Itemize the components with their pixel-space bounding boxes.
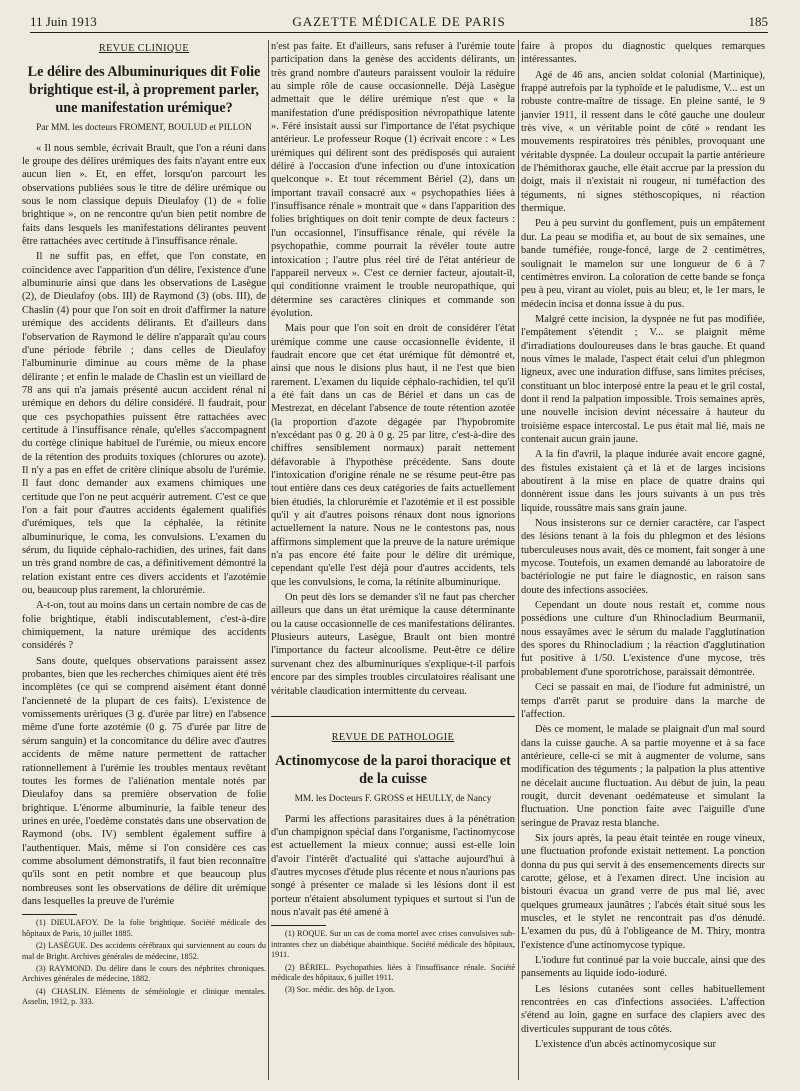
paragraph: L'iodure fut continué par la voie buccale, ainsi que des pansements au liquide iodo-ioduré. [521, 955, 765, 980]
footnote-rule [22, 914, 77, 915]
footnote: (4) CHASLIN. Eléments de séméiologie et clinique mentales. Asselin, 1912, p. 333. [22, 986, 266, 1007]
paragraph: Agé de 46 ans, ancien soldat colonial (Martinique), frappé autrefois par la typhoïde et le paludisme, V... est un robuste contre-maître de tissage. En pleine santé, le 9 janvier 1911, il ressent dans le côté gauche une douleur très vive, « un véritable point de côté » rendant les mouvements respiratoires très pénibles, provoquant une véritable dyspnée. La douleur occupait la partie antérieure de l'hémithorax gauche, elle était accrue par la pression du doigt, mais il n'existait ni rougeur, ni tuméfaction des téguments, ni signes stéthoscopiques, ni réaction thermique. [521, 69, 765, 215]
paragraph: Six jours après, la peau était teintée en rouge vineux, une fluctuation profonde existait nettement. La ponction donna du pus qui servit à des ensemencements directs sur carotte, gélose, et à l'examen direct. Une incision au bistouri évacua un grand verre de pus mal lié, avec quelques grumeaux jaunâtres ; l'abcès était situé sous les muscles, et le stylet ne rencontrait pas d'os dénudé. L'examen du pus, dû à l'obligeance de M. Thiry, montra l'existence d'une actinomycose typique. [521, 832, 765, 951]
column-divider [518, 40, 519, 1080]
column-3 [521, 40, 765, 1080]
paragraph: n'est pas faite. Et d'ailleurs, sans refuser à l'urémie toute participation dans la genèse des accidents délirants, un très grand nombre d'auteurs paraissent vouloir la réduire au simple rôle de cause occasionnelle. Déjà Lasègue admettait que le délire urémique n'est que « la manifestation d'une prédisposition névropathique latente ». Féré insistait aussi sur l'importance de l'état psychique antérieur. Le professeur Roque (1) écrivait encore : « Les urémiques qui délirent sont des prédisposés qui auraient déliré à l'occasion d'une infection ou d'une intoxication quelconque ». Et tout récemment Bériel (2), dans un important travail consacré aux « psychopathies liées à l'insuffisance rénale » montrait que « dans l'apparition des folies brightiques on doit tenir compte de deux facteurs : l'un occasionnel, l'insuffisance rénale, qui révèle la psychopathie, comme pourrait la révéler toute autre intoxication ; l'autre plus réel tiré de l'état antérieur de l'appareil nerveux ». C'est ce dernier facteur, ajoutait-il, qui conditionne vraiment le trouble neuropathique, qui détermine ses caractères cliniques et commande son évolution. [271, 41, 515, 319]
column-2 [271, 40, 515, 1080]
footnote: (3) RAYMOND. Du délire dans le cours des néphrites chroniques. Archives générales de médecine, 1882. [22, 963, 266, 984]
paragraph: Malgré cette incision, la dyspnée ne fut pas modifiée, l'empâtement s'étendit ; V... se plaignit même d'irradiations douloureuses dans le bras gauche. Et quand nous vîmes le malade, l'aspect était celui d'un phlegmon ligneux, avec une induration diffuse, sans limites précises, constituant un bloc interposé entre la peau et le gril costal, dont il rend la palpation impossible. Trois semaines après, une nouvelle incision devint nécessaire à hauteur du troisième espace intercostal. Le pus était mal lié, mais ne contenait aucun grain jaune. [521, 313, 765, 445]
footnote: (1) ROQUE. Sur un cas de coma mortel avec crises convulsives sub-intrantes chez un diabétique abainthique. Société médicale des hôpitaux, 1911. [271, 929, 515, 960]
paragraph: Mais pour que l'on soit en droit de considérer l'état urémique comme une cause occasionnelle évidente, il faudrait encore que cet état urémique fût démontré et, ainsi que nous le disions plus haut, il ne l'est que bien rarement. L'examen du liquide céphalo-rachidien, tel qu'il a été fait dans un cas de Bériel et dans un cas de Mestrezat, en décelant l'absence de toute rétention azotée (la proportion d'azote dégagée par l'hypobromite n'excédant pas 0 g. 20 à 0 g. 25 par litre, c'est-à-dire des chiffres sensiblement normaux) parait nettement défavorable à l'hypothèse précédente. Sans doute l'intoxication d'origine rénale ne se résume peut-être pas tout entière dans ces deux catégories de faits actuellement bien étudiés, la chlorurémie et l'azotémie et il est possible qu'il y ait d'autres poisons rénaux dont nous ignorions actuellement la nature. Nous ne le contestons pas, nous affirmons simplement que la preuve de la nature urémique n'a pas encore été faite pour le délire dit urémique, cependant qu'elle l'est déjà pour d'autres accidents, tels que les convulsions, le coma, la rétinite albuminurique. [271, 323, 515, 588]
header-rule [30, 32, 768, 33]
paragraph: faire à propos du diagnostic quelques remarques intéressantes. [521, 41, 765, 66]
paragraph: Sans doute, quelques observations paraissent assez probantes, bien que les recherches chimiques aient été très incomplètes (ce qui se comprend aisément étant donné l'ancienneté de la plupart de ces faits). L'existence de vomissements urériques (3 g. d'urée par litre) en l'absence même d'une forte azotémie (0 g. 75 d'urée par litre de sérum sanguin) et la concomitance du délire avec d'autres accidents de même nature permettent de rattacher rationnellement à l'urémie les troubles mentaux revêtant toutes les formes de l'aliénation mentale notés par Dieulafoy dans sa première observation de folie brightique. L'énorme albuminurie, la faible teneur des urines en urée, l'oedème constatés dans une observation de Raymond (obs. IV) semblent également suffire à l'authentiquer. Mais, même si l'on considère ces cas comme absolument démonstratifs, il faut bien reconnaître qu'ils sont en petit nombre et que beaucoup plus nombreuses sont les observations de délire dit urémique dans lesquelles la preuve de l'urémie [22, 655, 266, 907]
footnote: (2) LASÈGUE. Des accidents cérébraux qui surviennent au cours du mal de Bright. Archives générales de médecine, 1852. [22, 941, 266, 961]
article-title: Le délire des Albuminuriques dit Folie brightique est-il, à proprement parler, une manifestation urémique? [27, 64, 261, 117]
paragraph: « Il nous semble, écrivait Brault, que l'on a réuni dans le groupe des délires urémiques des faits n'ayant entre eux aucun lien ». Et, en effet, lorsqu'on parcourt les observations publiées sous le titre de délire urémique ou sous le nom classique depuis Dieulafoy (1) de « folie brightique », on ne rencontre qu'un bien petit nombre de faits dans lesquels les manifestations délirantes peuvent être rattachées avec certitude à l'insuffisance rénale. [22, 142, 266, 248]
page-number: 185 [748, 14, 768, 29]
section-heading: REVUE DE PATHOLOGIE [271, 716, 515, 744]
paragraph: Les lésions cutanées sont celles habituellement rencontrées en cas d'infections associées. L'affection s'étend au loin, gagne en surface des clapiers avec des diverticules suppurant de tous côtés. [521, 983, 765, 1035]
issue-date: 11 Juin 1913 [30, 14, 97, 29]
paragraph: Dès ce moment, le malade se plaignait d'un mal sourd dans la cuisse gauche. A sa partie moyenne et à sa face antérieure, celle-ci se mit à augmenter de volume, sans modification des téguments ; la palpation la plus attentive ne décelait aucune fluctuation. Au début de juin, la peau rougit, durcit devenant oedémateuse et simulant la fluctuation. Une ponction faite avec l'aiguille d'une seringue de Pravaz resta blanche. [521, 724, 765, 829]
paragraph: A-t-on, tout au moins dans un certain nombre de cas de folie brightique, établi indiscutablement, c'est-à-dire chimiquement, la nature urémique des accidents considérés ? [22, 600, 266, 652]
footnote: (1) DIEULAFOY. De la folie brightique. Société médicale des hôpitaux de Paris, 10 juillet 1885. [22, 918, 266, 938]
footnote: (2) BÉRIEL. Psychopathies liées à l'insuffisance rénale. Société médicale des hôpitaux, 6 juillet 1911. [271, 962, 515, 982]
paragraph: Parmi les affections parasitaires dues à la pénétration d'un champignon spécial dans l'organisme, l'actinomycose est actuellement la mieux connue; aussi est-elle loin d'avoir l'intérêt d'actualité qui s'attache aujourd'hui à d'autres mycoses d'étude plus récente et nous n'aurions pas songé à présenter ce malade si les lésions dont il est porteur n'étaient absolument typiques et surtout si l'un de nous n'avait pas été amené à [271, 813, 515, 918]
paragraph: Ceci se passait en mai, de l'iodure fut administré, un temps d'arrêt parut se produire dans la marche de l'affection. [521, 682, 765, 720]
journal-title: GAZETTE MÉDICALE DE PARIS [292, 14, 506, 29]
footnote: (3) Soc. médic. des hôp. de Lyon. [285, 985, 396, 995]
paragraph: Nous insisterons sur ce dernier caractère, car l'aspect des lésions tenant à la fois du phlegmon et des lésions tuberculeuses nous avait, dès ce moment, fait songer à une mycose. Toutefois, un examen demandé au laboratoire de bactériologie ne put faire le diagnostic, en raison sans doute des infections associées. [521, 518, 765, 596]
paragraph: Cependant un doute nous restait et, comme nous possédions une culture d'un Rhinocladium Beurmanii, nous essayâmes avec le sérum du malade l'agglutination des spores du Rhinocladium ; la réaction d'agglutination fut positive à 1/50. L'existence d'une mycose, très probablement d'une sporotrichose, paraissait démontrée. [521, 600, 765, 678]
article-authors: Par MM. les docteurs FROMENT, BOULUD et PILLON [36, 123, 252, 134]
paragraph: Peu à peu survint du gonflement, puis un empâtement dur. La peau se modifia et, au bout de six semaines, une bande tuméfiée, rouge-foncé, large de 2 centimètres, soulignait le mamelon sur une longueur de 6 à 7 centimètres environ. La coloration de cette bande se fonça peu à peu, virant au violet, puis au bleu; et, le 1er mars, le médecin incisa et donna issue à du pus. [521, 218, 765, 310]
running-header [30, 13, 768, 31]
article-title: Actinomycose de la paroi thoracique et de la cuisse [275, 753, 511, 788]
footnote-rule [271, 925, 326, 926]
paragraph: L'existence d'un abcès actinomycosique sur [535, 1039, 716, 1051]
section-heading: REVUE CLINIQUE [98, 43, 190, 54]
paragraph: Il ne suffit pas, en effet, que l'on constate, en coïncidence avec l'apparition d'un délire, l'existence d'une albuminurie ainsi que dans les observations de Lasègue (2), de Dieulafoy (obs. III) de Raymond (3) (obs. III), de Chaslin (4) pour que l'on soit en droit d'affirmer la nature urémique des accidents délirants. Et d'ailleurs dans l'observation de Raymond le délire n'apparaît qu'au cours d'une période fébrile ; dans celles de Dieulafoy l'albuminurie diminue au cours même de la phase délirante ; et enfin le malade de Chaslin est un vieillard de 78 ans qui n'a jamais présenté aucun accident rénal ni urémique en dehors du délire considéré. Il faudrait, pour que ces psychopathies puissent être rattachées avec certitude à l'insuffisance rénale, qu'elles s'accompagnent du cortège clinique habituel de l'urémie, ou mieux encore de la rétention des produits toxiques (chlorures ou azote). Il n'y a pas en effet de critère clinique absolu de l'urémie. Il faut donc demander aux examens chimiques une certitude que l'on ne peut acquérir autrement. C'est ce que l'on a fait pour d'autres accidents également qualifiés d'urémiques, tels que la céphalée, la rétinite albuminurique, le coma, les convulsions. L'examen du sérum, du liquide céphalo-rachidien, des urines, fait dans un très grand nombre de cas, a définitivement démontré la relation existant entre ces divers accidents et l'azotémie ou, beaucoup plus rarement, la chlorurémie. [22, 251, 266, 597]
paragraph: On peut dès lors se demander s'il ne faut pas chercher ailleurs que dans un état urémique la cause déterminante ou la cause occasionnelle de ces manifestations délirantes. Plusieurs auteurs, Lasègue, Brault ont bien montré l'importance du facteur alcoolisme. Peut-être ce délire survenant chez des albuminuriques s'explique-t-il parfois encore par des simples troubles circulatoires réalisant une véritable claudication intermittente du cerveau. [271, 592, 515, 697]
column-divider [268, 40, 269, 1080]
paragraph: A la fin d'avril, la plaque indurée avait encore gagné, des fistules existaient çà et là et de larges incisions aboutirent à la mise en place de quatre drains qui donnèrent issue dans les jours suivants à un pus très liquide, roussâtre mais sans grain jaune. [521, 449, 765, 514]
article-authors: MM. les Docteurs F. GROSS et HEULLY, de Nancy [294, 794, 492, 805]
column-1 [22, 40, 266, 1080]
